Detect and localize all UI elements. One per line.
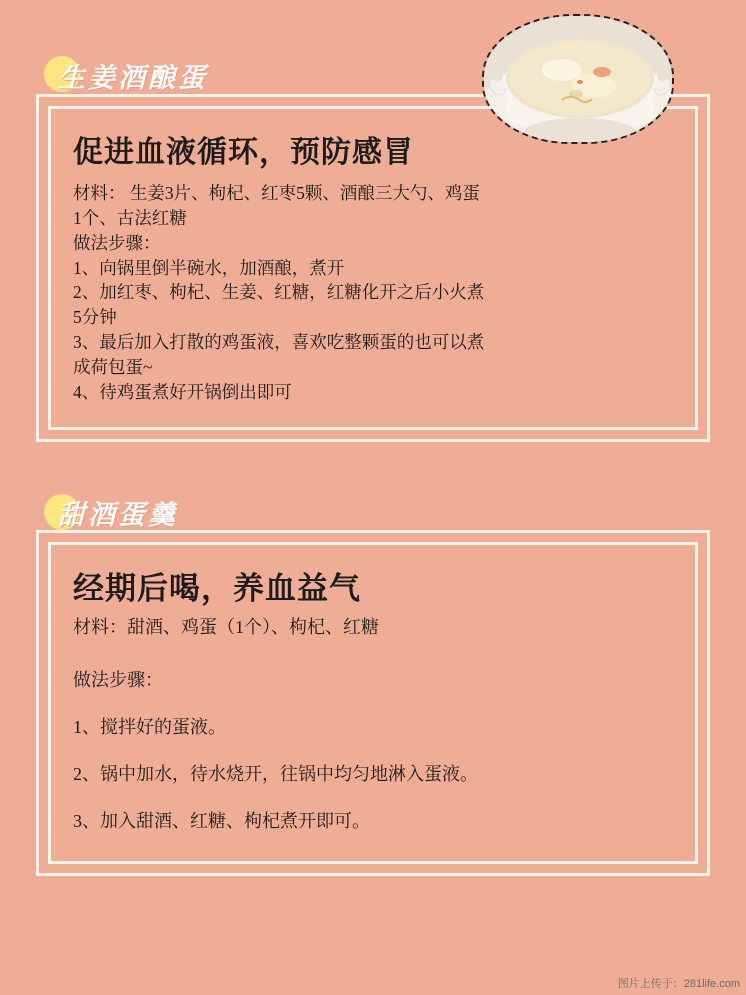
section-2-headline: 经期后喝，养血益气	[73, 570, 361, 606]
section-1-line-9: 4、待鸡蛋煮好开锅倒出即可	[73, 381, 292, 402]
watermark: 图片上传于：281life.com	[617, 978, 740, 990]
section-divider	[0, 442, 746, 468]
recipe-card-2	[36, 530, 710, 876]
section-2-material: 材料：甜酒、鸡蛋（1个）、枸杞、红糖	[73, 616, 379, 637]
section-2-step-2: 2、锅中加水，待水烧开，往锅中均匀地淋入蛋液。	[73, 763, 478, 784]
ginger-egg-soup-photo	[482, 14, 674, 144]
section-2-title-row	[44, 490, 746, 536]
recipe-card-2-inner	[48, 542, 698, 864]
section-2-body	[73, 614, 673, 835]
section-1-line-5: 2、加红枣、枸杞、生姜、红糖，红糖化开之后小火煮	[73, 282, 485, 303]
bowl-illustration	[484, 16, 672, 142]
section-2-title: 甜酒蛋羹	[58, 500, 178, 531]
section-1-line-4: 1、向锅里倒半碗水，加酒酿，煮开	[73, 257, 345, 278]
recipe-section-1	[0, 0, 746, 442]
section-1-line-2: 1个、古法红糖	[73, 207, 187, 228]
section-1-title: 生姜酒酿蛋	[58, 62, 208, 93]
section-1-body	[73, 181, 673, 405]
section-1-line-3: 做法步骤：	[73, 232, 161, 253]
soup-bowl-icon	[484, 16, 674, 144]
section-2-step-1: 1、搅拌好的蛋液。	[73, 716, 226, 737]
section-1-line-8: 成荷包蛋~	[73, 356, 153, 377]
section-2-steps-label: 做法步骤：	[73, 669, 163, 690]
section-1-line-1: 材料： 生姜3片、枸杞、红枣5颗、酒酿三大勺、鸡蛋	[73, 183, 480, 203]
recipe-card-1	[36, 94, 710, 442]
section-1-line-7: 3、最后加入打散的鸡蛋液，喜欢吃整颗蛋的也可以煮	[73, 332, 485, 353]
section-2-step-3: 3、加入甜酒、红糖、枸杞煮开即可。	[73, 810, 370, 831]
recipe-card-1-inner	[48, 106, 698, 430]
section-1-line-6: 5分钟	[73, 307, 117, 328]
section-1-headline: 促进血液循环，预防感冒	[73, 136, 414, 169]
recipe-section-2	[0, 468, 746, 876]
